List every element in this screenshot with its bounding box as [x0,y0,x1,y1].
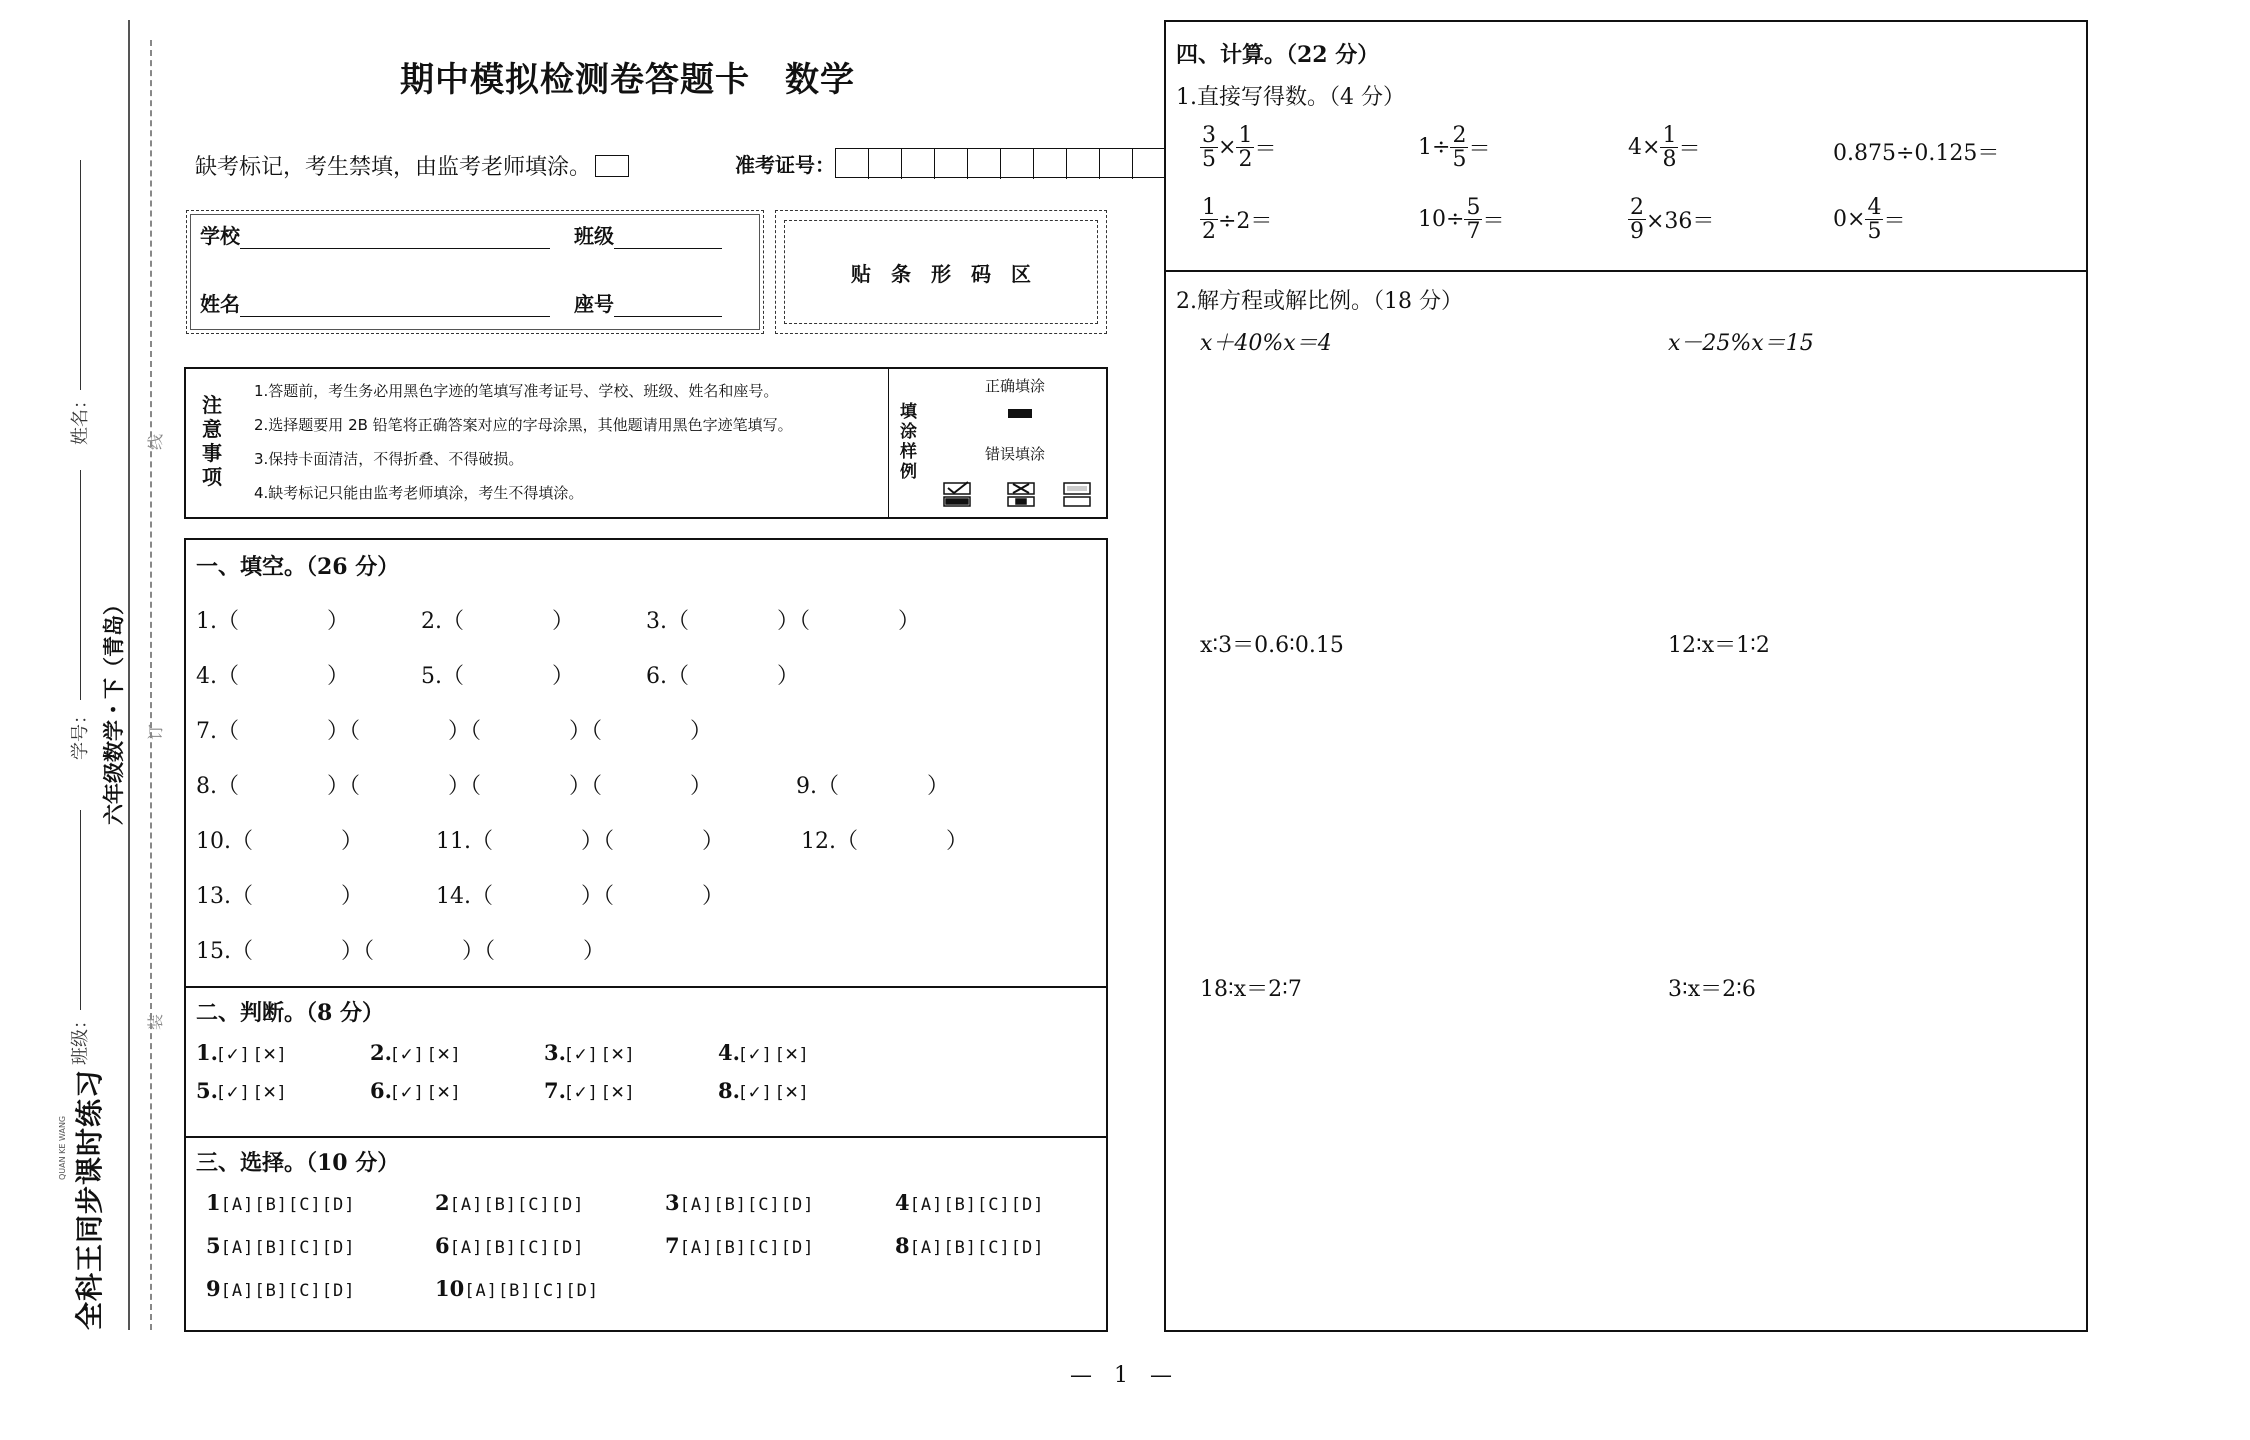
tf-options[interactable]: [✓] [✕] [217,1045,286,1065]
fill-row-6 [196,879,724,910]
binding-number-label: 学号： [70,706,91,760]
class-line[interactable] [614,224,722,249]
tf-options[interactable]: [✓] [✕] [565,1083,634,1103]
choice-options[interactable]: [A][B][C][D] [464,1281,600,1301]
fill-q9[interactable]: 9.（ ） [796,774,949,799]
exam-id-digit-box[interactable] [968,149,1001,179]
direct-calc-3[interactable]: 4× $\frac{1}{8}$ ＝ [1628,123,1701,173]
fill-q12[interactable]: 12.（ ） [801,829,968,854]
section1-title: 一、填空。（26 分） [196,554,400,580]
binding-grade-label: 六年级数学・下（青岛） [101,594,126,825]
choice-item-6[interactable]: 6[A][B][C][D] [435,1233,585,1258]
exam-id-digit-box[interactable] [902,149,935,179]
tf-item-5[interactable]: 5.[✓] [✕] [196,1078,286,1103]
section-calculation [1164,20,2088,1332]
binding-name-line [80,160,81,390]
tf-item-1[interactable]: 1.[✓] [✕] [196,1040,286,1065]
exam-id-digit-box[interactable] [935,149,968,179]
notice-divider [888,367,889,519]
name-field[interactable] [200,288,550,317]
direct-calc-2[interactable]: 1÷ $\frac{2}{5}$ ＝ [1418,123,1491,173]
fill-q4[interactable]: 4.（ ） [196,664,349,689]
binding-name-label: 姓名： [70,391,91,445]
page-number: — 1 — [1070,1363,1172,1388]
correct-fill-label: 正确填涂 [985,377,1046,395]
binding-char-ding: 订 [146,723,165,740]
fill-q5[interactable]: 5.（ ） [421,664,574,689]
direct-calc-5[interactable]: $\frac{1}{2}$ ÷2＝ [1202,195,1273,245]
choice-item-9[interactable]: 9[A][B][C][D] [206,1276,356,1301]
school-line[interactable] [240,224,550,249]
absent-note-text: 缺考标记，考生禁填，由监考老师填涂。 [195,155,592,180]
fill-row-1 [196,604,920,635]
equation-3[interactable]: x∶3＝0.6∶0.15 [1200,633,1344,658]
fill-q14[interactable]: 14.（ ）（ ） [436,884,724,909]
part2-title: 2.解方程或解比例。（18 分） [1176,289,1463,314]
exam-id-digit-box[interactable] [836,149,869,179]
fill-q11[interactable]: 11.（ ）（ ） [436,829,724,854]
tf-item-7[interactable]: 7.[✓] [✕] [544,1078,634,1103]
exam-id-label: 准考证号： [735,152,835,177]
equation-6[interactable]: 3∶x＝2∶6 [1668,977,1756,1002]
exam-id-boxes[interactable] [835,148,1166,178]
binding-number-line [80,470,81,700]
barcode-label: 贴 条 形 码 区 [851,261,1031,286]
tf-options[interactable]: [✓] [✕] [217,1083,286,1103]
binding-class-line [80,810,81,1010]
choice-options[interactable]: [A][B][C][D] [909,1195,1045,1215]
choice-options[interactable]: [A][B][C][D] [449,1238,585,1258]
seat-label: 座号 [574,292,614,316]
binding-solid-line [128,20,130,1330]
binding-char-zhuang: 装 [146,1013,165,1030]
choice-item-8[interactable]: 8[A][B][C][D] [895,1233,1045,1258]
fill-row-7 [196,934,605,965]
exam-id-digit-box[interactable] [1133,149,1166,179]
notice-item: 1.答题前，考生务必用黑色字迹的笔填写准考证号、学校、班级、姓名和座号。 [254,382,779,400]
fill-q1[interactable]: 1.（ ） [196,609,349,634]
fill-q6[interactable]: 6.（ ） [646,664,799,689]
choice-options[interactable]: [A][B][C][D] [679,1195,815,1215]
fill-q8[interactable]: 8.（ ）（ ）（ ）（ ） [196,774,712,799]
exam-id [735,148,1166,178]
exam-id-digit-box[interactable] [1034,149,1067,179]
exam-id-digit-box[interactable] [869,149,902,179]
direct-calc-8[interactable]: 0× $\frac{4}{5}$ ＝ [1833,195,1906,245]
direct-calc-7[interactable]: $\frac{2}{9}$ ×36＝ [1630,195,1715,245]
class-field[interactable] [574,220,722,249]
name-line[interactable] [240,292,550,317]
fill-q10[interactable]: 10.（ ） [196,829,363,854]
seat-line[interactable] [614,292,722,317]
fill-q15[interactable]: 15.（ ）（ ）（ ） [196,939,605,964]
choice-options[interactable]: [A][B][C][D] [449,1195,585,1215]
wrong-fill-samples [940,480,1100,510]
barcode-area[interactable] [784,220,1098,324]
seat-field[interactable] [574,288,722,317]
choice-options[interactable]: [A][B][C][D] [909,1238,1045,1258]
choice-item-10[interactable]: 10[A][B][C][D] [435,1276,600,1301]
brand-small-text: QUAN KE WANG [58,1115,67,1180]
correct-fill-sample [1008,409,1032,418]
sample-title: 填涂样例 [900,402,917,482]
equation-5[interactable]: 18∶x＝2∶7 [1200,977,1302,1002]
wrong-sample-light-icon [1064,483,1090,506]
exam-id-digit-box[interactable] [1100,149,1133,179]
school-field[interactable] [200,220,550,249]
fill-q2[interactable]: 2.（ ） [421,609,574,634]
notice-item: 3.保持卡面清洁，不得折叠、不得破损。 [254,450,524,468]
tf-item-6[interactable]: 6.[✓] [✕] [370,1078,460,1103]
fill-q7[interactable]: 7.（ ）（ ）（ ）（ ） [196,719,712,744]
page-title: 期中模拟检测卷答题卡 数学 [400,60,855,100]
school-label: 学校 [200,224,240,248]
notice-items [254,374,793,510]
brand-logo: 全科王同步课时练习 [73,1068,106,1330]
binding-char-line: 线 [146,433,165,450]
equation-2[interactable]: x－25%x＝15 [1668,331,1814,356]
absent-mark-box[interactable] [595,155,629,177]
tf-options[interactable]: [✓] [✕] [565,1045,634,1065]
wrong-sample-check-icon [944,482,970,506]
tf-options[interactable]: [✓] [✕] [391,1083,460,1103]
direct-calc-4[interactable]: 0.875÷0.125＝ [1833,141,2000,166]
calc-divider [1164,270,2088,272]
fill-row-4 [196,769,949,800]
section2-title: 二、判断。（8 分） [196,1000,384,1026]
fill-row-3 [196,714,712,745]
equation-4[interactable]: 12∶x＝1∶2 [1668,633,1770,658]
exam-id-digit-box[interactable] [1067,149,1100,179]
direct-calc-1[interactable]: $\frac{3}{5}$ × $\frac{1}{2}$ ＝ [1202,123,1277,173]
class-label: 班级 [574,224,614,248]
tf-item-3[interactable]: 3.[✓] [✕] [544,1040,634,1065]
choice-options[interactable]: [A][B][C][D] [220,1281,356,1301]
choice-options[interactable]: [A][B][C][D] [679,1238,815,1258]
fill-q13[interactable]: 13.（ ） [196,884,363,909]
tf-item-2[interactable]: 2.[✓] [✕] [370,1040,460,1065]
tf-options[interactable]: [✓] [✕] [739,1045,808,1065]
choice-item-4[interactable]: 4[A][B][C][D] [895,1190,1045,1215]
equation-1[interactable]: x＋40%x＝4 [1200,331,1332,356]
choice-options[interactable]: [A][B][C][D] [220,1238,356,1258]
tf-item-4[interactable]: 4.[✓] [✕] [718,1040,808,1065]
absent-note [195,150,629,181]
choice-item-2[interactable]: 2[A][B][C][D] [435,1190,585,1215]
fill-row-5 [196,824,968,855]
tf-options[interactable]: [✓] [✕] [739,1083,808,1103]
tf-item-8[interactable]: 8.[✓] [✕] [718,1078,808,1103]
wrong-sample-cross-icon [1008,483,1034,506]
choice-item-3[interactable]: 3[A][B][C][D] [665,1190,815,1215]
choice-options[interactable]: [A][B][C][D] [220,1195,356,1215]
notice-item: 2.选择题要用 2B 铅笔将正确答案对应的字母涂黑，其他题请用黑色字迹笔填写。 [254,416,793,434]
notice-title: 注意事项 [202,393,222,489]
fill-row-2 [196,659,799,690]
exam-id-digit-box[interactable] [1001,149,1034,179]
fill-q3[interactable]: 3.（ ）（ ） [646,609,920,634]
choice-item-1[interactable]: 1[A][B][C][D] [206,1190,356,1215]
choice-item-5[interactable]: 5[A][B][C][D] [206,1233,356,1258]
choice-item-7[interactable]: 7[A][B][C][D] [665,1233,815,1258]
name-label: 姓名 [200,292,240,316]
wrong-fill-label: 错误填涂 [985,445,1046,463]
binding-dashed-line [150,40,152,1330]
section4-title: 四、计算。（22 分） [1176,42,1380,68]
binding-strip [0,0,180,1340]
tf-options[interactable]: [✓] [✕] [391,1045,460,1065]
direct-calc-6[interactable]: 10÷ $\frac{5}{7}$ ＝ [1418,195,1505,245]
part1-title: 1.直接写得数。（4 分） [1176,85,1405,110]
section3-title: 三、选择。（10 分） [196,1150,400,1176]
notice-item: 4.缺考标记只能由监考老师填涂，考生不得填涂。 [254,484,584,502]
binding-class-label: 班级： [70,1011,91,1065]
